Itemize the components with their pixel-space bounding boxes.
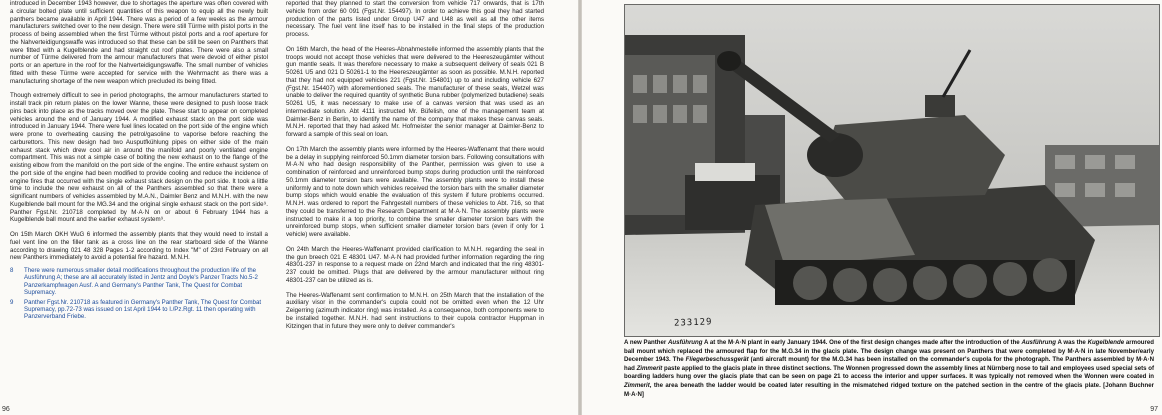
caption-term: Zimmerit (624, 381, 650, 389)
caption-text: armoured ball mount which replaced the armoured flap for the M.G.34 in the glacis plate. The design change was present on Panthers that were completed by M·A·N in late November/early December 1943. The (624, 339, 1154, 364)
photo-caption (624, 339, 1154, 399)
paragraph: The Heeres-Waffenamt sent confirmation to M.N.H. on 25th March that the installation of the auxiliary visor in the commander's cupola could not be omitted even when the 12 Uhr Zeigerring (azimuth indicator ring) was installed. As a consequence, both components were to be installed together. M.N.H. had sent instructions to their cupola contractor Huppman in Kitzingen that in future they were only to deliver commander's (286, 291, 544, 330)
paragraph: reported that they planned to start the conversion from vehicle 717 onwards, that is 17th vehicle from order 60 091 (Fgst.Nr. 154497). In order to achieve this goal they had started production of the parts listed under Group U47 and U48 as well as all the other items necessary. The fuel vent line itself has to be installed in the final steps of the production process. (286, 0, 544, 38)
caption-term: Zimmerit (636, 364, 663, 372)
caption-text: A was the (1055, 339, 1088, 346)
footnote-number: 9 (10, 298, 14, 306)
page-number: 97 (1150, 406, 1158, 413)
footnote-text: Panther Fgst.Nr. 210718 as featured in Germany's Panther Tank, The Quest for Combat Supremacy, pp.72-73 was issued on 1st April 1944 to I./Pz.Rgt. 11 then operating with Panzerverband Friebe. (24, 298, 262, 321)
page-number: 96 (2, 406, 10, 413)
paragraph: On 16th March, the head of the Heeres-Abnahmestelle informed the assembly plants that the troops would not accept those vehicles that were delivered to the Heereszeugämter without gun mantle seals. It was therefore necessary to make a subsequent delivery of seals 021 B 50261 U5 and 021 D 50261-1 to the Heereszeugämter as soon as possible. M.N.H. reported that they had not equipped vehicles 221 (Fgst.Nr. 154801) up to and including vehicle 627 (Fgst.Nr. 154407) with aforementioned seals. The manufacturer of these seals, Wetzel was unable to deliver the required quantity of synthetic Buna rubber (polymerized butadiene) seals 50261 U5, it was necessary to make use of a canvas version that was used as an intermediate solution. Abt 4111 instructed Mr. Büfelish, one of the management team at Daimler-Benz in Berlin, to identify the name of the company that makes these canvas seals. M.N.H. reported that they had asked Mr. Hofmeister the senior manager at Daimler-Benz to forward a sample of this seal on loan. (286, 45, 544, 138)
footnote (10, 267, 268, 297)
footnote (10, 299, 268, 321)
caption-text: A new Panther (624, 339, 668, 346)
text-column-2 (286, 0, 544, 337)
caption-term: Fliegerbeschussgerät (685, 356, 749, 364)
paragraph: On 15th March OKH WuG 6 informed the assembly plants that they would need to install a fuel vent line on the filler tank as a cross line on the rear starboard side of the Wanne according to drawing 021 48 328 Pages 1-2 according to Index "M" of 23rd February on all new Panthers immediately to avoid a potential fire hazard. M.N.H. (10, 231, 268, 262)
caption-text: (anti aircraft mount) for the M.G.34 has been installed on the commander's cupola for the photograph. The Panthers assembled by M·A·N had (624, 356, 1154, 372)
footnote-number: 8 (10, 267, 14, 274)
footnote-text: There were numerous smaller detail modifications throughout the production life of the Ausführung A; these are all accurately listed in Jentz and Doyle's Panzer Tracts No.5-2 Panzerkampfwagen Ausf. A and Germany's Panther Tank, The Quest for Combat Supremacy. (24, 267, 258, 297)
left-page (0, 0, 578, 415)
caption-text: , the area beneath the ladder would be coated later resulting in the mismatched ridged texture on the patched section in the centre of the glacis plate. [Johann Buchner M·A·N] (624, 381, 1154, 398)
caption-text: paste applied to the glacis plate in three distinct sections. The Wonnen progressed down the assembly lines at Nürnberg nose to tail and employees used special sets of boarding ladders hung over the glacis plate that can be seen on page 21 to access the interior and upper surfaces. It was typically not removed when the Wonnen were coated in (624, 364, 1155, 381)
footnotes (10, 267, 268, 321)
negative-number: 233129 (673, 317, 713, 329)
caption-text: A at the M·A·N plant in early January 1944. One of the first design changes made after the introduction of the (702, 339, 1022, 346)
panther-tank-photo (624, 4, 1160, 337)
paragraph: introduced in December 1943 however, due to shortages the aperture was often covered with a circular bolted plate until sufficient quantities of this weapon to equip all the newly built panthers became available in April 1944. There was a period of a few weeks as the armour manufacturers switched over to the new design. There were still Türme with pistol ports in the process of being assembled when the first Türme without pistol ports and a roof aperture for the Nahverteidigungswaffe was introduced so that these can be still be seen on Panthers that were fitted with a Kugelblende and had straight cut roof plates. There were also a small number of Türme delivered from the armour manufacturers that were devoid of either pistol ports or an aperture in the roof for the Nahverteidigungswaffe. The small number of vehicles fitted with these Türme were accepted for service with the Wehrmacht as there was a manufacturing shortage of the new weapon which precluded its being fitted. (10, 0, 268, 85)
caption-term: Ausführung (667, 339, 703, 346)
caption-term: Kugelblende (1087, 339, 1125, 346)
right-page (582, 0, 1162, 415)
caption-term: Ausführung (1021, 339, 1056, 346)
text-column-1 (10, 0, 268, 323)
paragraph: On 24th March the Heeres-Waffenamt provided clarification to M.N.H. regarding the seal in the gun breech 021 E 48301 U47. M·A·N had provided further information regarding the ring 48301-237 in response to a request made on 22nd March and indicated that the ring 48301-237 could be omitted. Plugs that are delivered by the armour manufacturer without ring 48301-237 can be utilized as is. (286, 245, 544, 284)
paragraph: On 17th March the assembly plants were informed by the Heeres-Waffenamt that there would be a delay in supplying reinforced 50.1mm diameter torsion bars. Following consultations with M·A·N who had design responsibility of the Panther, permission was given to use a combination of reinforced and unreinforced bump stops during production until the reinforced 50.1mm diameter torsion bars were available. The assembly plants were to install these uniformly and to note down which vehicles received the torsion bars with the smaller diameter bump stops which would enable the evaluation of this system if future problems occurred. M.N.H. was ordered to report the Fahrgestell numbers of these vehicles to Abt. 716, so that they could be transferred to the Research Department at M·A·N. The assembly plants were instructed to make it a top priority, to combine the smaller diameter torsion bars with the unreinforced bump stops, when sufficient smaller diameter torsion bars (even if only for 1 vehicle) were available. (286, 145, 544, 238)
paragraph: Though extremely difficult to see in period photographs, the armour manufacturers started to install track pin return plates on the lower Wanne, these were designed to push loose track pins back into place as the tracks moved over the plate. These start to appear on completed vehicles around the end of January 1944. A modified exhaust stack on the port side was introduced in January 1944. There were fuel lines located on the port side of the engine which were prone to overheating causing the petrol/gasoline to vaporise before reaching the carburettors. This new design had two Ausputfkühlung pipes on either side of the main exhaust stack which drew cool air in around the manifold and poorly ventilated engine compartment. This was not a simple case of bolting the new exhaust on to the flange of the existing elbow from the manifold on the port side of the engine. The entire exhaust system on the port side of the engine had been modified to provide cooling and reduce the incidence of engine fires that occurred with the single exhaust stack design on the port side. It took a little time to include the new exhaust on all of the Panthers assembled so that there were a significant numbers of vehicles assembled by M.A.N., Daimler Benz and M.N.H. with the new Kugelblende ball mount for the MG.34 and the original single exhaust stack on the port side⁹. Panther Fgst.Nr. 210718 completed by M·A·N on or about 6 February 1944 has a Kugelblende ball mount and the earlier exhaust system⁹. (10, 92, 268, 224)
